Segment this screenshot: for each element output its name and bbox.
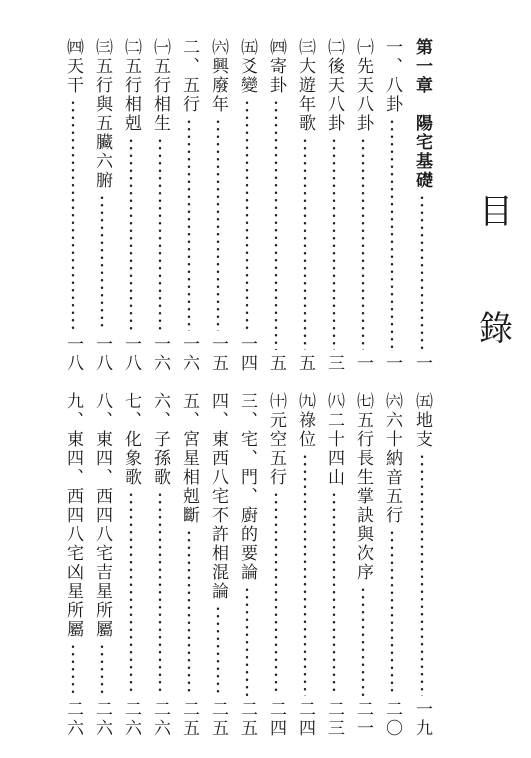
dot-leader bbox=[119, 491, 143, 696]
toc-entry-page: 二四 bbox=[295, 700, 315, 738]
toc-entry-page: 一八 bbox=[63, 335, 83, 373]
toc-entry-label: ㈦五行長生掌訣與次序 bbox=[353, 392, 373, 582]
toc-entry[interactable] bbox=[322, 38, 346, 373]
dot-leader bbox=[61, 99, 85, 331]
title-char-mu: 目 bbox=[479, 192, 513, 232]
toc-entry-page: 二六 bbox=[63, 700, 83, 738]
toc-entry-page: 一八 bbox=[92, 335, 112, 373]
toc-entry-label: ㈨祿位 bbox=[295, 392, 315, 449]
dot-leader bbox=[90, 194, 114, 331]
toc-entry-label: ㈢大遊年歌 bbox=[295, 38, 315, 133]
toc-entry-page: 五 bbox=[266, 354, 286, 373]
toc-entry-page: 一六 bbox=[150, 335, 170, 373]
toc-entry[interactable] bbox=[119, 392, 143, 738]
toc-entry-page: 二〇 bbox=[382, 700, 402, 738]
toc-entry[interactable] bbox=[410, 38, 434, 373]
toc-entry[interactable] bbox=[293, 392, 317, 738]
toc-entry-label: ㈥興廢年 bbox=[208, 38, 228, 114]
toc-entry-page: 三 bbox=[324, 354, 344, 373]
dot-leader bbox=[90, 643, 114, 696]
dot-leader bbox=[293, 453, 317, 696]
dot-leader bbox=[380, 529, 404, 696]
dot-leader bbox=[235, 99, 259, 331]
dot-leader bbox=[264, 99, 288, 350]
toc-entry-label: 八、東四、西四八宅吉星所屬 bbox=[92, 392, 112, 639]
toc-entry-page: 一九 bbox=[412, 700, 432, 738]
toc-entry[interactable] bbox=[293, 38, 317, 373]
toc-entry-page: 二三 bbox=[324, 700, 344, 738]
toc-entry-label: ㈥六十納音五行 bbox=[382, 392, 402, 525]
toc-entry[interactable] bbox=[264, 38, 288, 373]
toc-entry-label: 九、東四、西四八宅凶星所屬 bbox=[63, 392, 83, 639]
toc-entry[interactable] bbox=[177, 392, 201, 738]
toc-entry-page: 一五 bbox=[208, 335, 228, 373]
toc-entry-label: 二、五行 bbox=[179, 38, 199, 114]
dot-leader bbox=[380, 118, 404, 350]
toc-entry-label: ㈧二十四山 bbox=[324, 392, 344, 487]
toc-entry-label: 一、八卦 bbox=[382, 38, 402, 114]
dot-leader bbox=[351, 586, 375, 696]
dot-leader bbox=[322, 137, 346, 350]
dot-leader bbox=[293, 137, 317, 350]
dot-leader bbox=[177, 118, 201, 331]
toc-entry-label: 七、化象歌 bbox=[121, 392, 141, 487]
toc-entry-page: 二六 bbox=[150, 700, 170, 738]
toc-entry-page: 一 bbox=[382, 354, 402, 373]
toc-entry-label: ㈠先天八卦 bbox=[353, 38, 373, 133]
toc-entry-label: 第一章 陽宅基礎 bbox=[412, 38, 432, 190]
toc-entry-label: 四、東西八宅不許相混論 bbox=[208, 392, 228, 601]
toc-entry-label: ㈠五行相生 bbox=[150, 38, 170, 133]
toc-entry-page: 二五 bbox=[237, 700, 257, 738]
toc-entry[interactable] bbox=[380, 392, 404, 738]
toc-entry-page: 一八 bbox=[121, 335, 141, 373]
toc-entry-label: 五、宮星相剋斷 bbox=[179, 392, 199, 525]
dot-leader bbox=[177, 529, 201, 696]
toc-entry[interactable] bbox=[177, 38, 201, 373]
toc-entry[interactable] bbox=[90, 38, 114, 373]
toc-entry[interactable] bbox=[351, 392, 375, 738]
toc-entry-label: ㈤地支 bbox=[412, 392, 432, 449]
toc-entry-page: 一 bbox=[353, 354, 373, 373]
dot-leader bbox=[61, 643, 85, 696]
toc-entry[interactable] bbox=[148, 392, 172, 738]
toc-entry[interactable] bbox=[410, 392, 434, 738]
toc-entry[interactable] bbox=[264, 392, 288, 738]
toc-entry-label: 三、宅、門、廚的要論 bbox=[237, 392, 257, 582]
toc-entry[interactable] bbox=[90, 392, 114, 738]
dot-leader bbox=[410, 453, 434, 696]
toc-entry[interactable] bbox=[61, 392, 85, 738]
toc-entry-label: ㈤爻變 bbox=[237, 38, 257, 95]
dot-leader bbox=[206, 118, 230, 331]
toc-entry-label: ㈡五行相剋 bbox=[121, 38, 141, 133]
toc-entry-label: ㈣寄卦 bbox=[266, 38, 286, 95]
toc-entry[interactable] bbox=[351, 38, 375, 373]
toc-entry[interactable] bbox=[322, 392, 346, 738]
toc-entry-label: 六、子孫歌 bbox=[150, 392, 170, 487]
dot-leader bbox=[148, 491, 172, 696]
toc-entry-page: 一 bbox=[412, 354, 432, 373]
dot-leader bbox=[119, 137, 143, 331]
toc-entry-label: ㈢五行與五臟六腑 bbox=[92, 38, 112, 190]
toc-entry[interactable] bbox=[380, 38, 404, 373]
dot-leader bbox=[264, 491, 288, 696]
toc-entry[interactable] bbox=[61, 38, 85, 373]
dot-leader bbox=[351, 137, 375, 350]
title-char-lu: 錄 bbox=[479, 309, 513, 349]
toc-entry-page: 二四 bbox=[266, 700, 286, 738]
dot-leader bbox=[322, 491, 346, 696]
toc-entry-label: ㈩元空五行 bbox=[266, 392, 286, 487]
toc-entry-page: 二六 bbox=[121, 700, 141, 738]
dot-leader bbox=[206, 605, 230, 696]
toc-entry-page: 二五 bbox=[179, 700, 199, 738]
toc-entry[interactable] bbox=[235, 38, 259, 373]
toc-entry-label: ㈡後天八卦 bbox=[324, 38, 344, 133]
toc-entry-page: 一四 bbox=[237, 335, 257, 373]
toc-entry[interactable] bbox=[119, 38, 143, 373]
dot-leader bbox=[148, 137, 172, 331]
toc-entry-page: 五 bbox=[295, 354, 315, 373]
toc-entry-page: 二一 bbox=[353, 700, 373, 738]
dot-leader bbox=[410, 194, 434, 350]
toc-entry-page: 二六 bbox=[92, 700, 112, 738]
toc-entry[interactable] bbox=[206, 38, 230, 373]
toc-entry-page: 二五 bbox=[208, 700, 228, 738]
toc-entry[interactable] bbox=[148, 38, 172, 373]
toc-entry[interactable] bbox=[235, 392, 259, 738]
toc-entry-label: ㈣天干 bbox=[63, 38, 83, 95]
toc-entry-page: 一六 bbox=[179, 335, 199, 373]
toc-entry[interactable] bbox=[206, 392, 230, 738]
dot-leader bbox=[235, 586, 259, 696]
